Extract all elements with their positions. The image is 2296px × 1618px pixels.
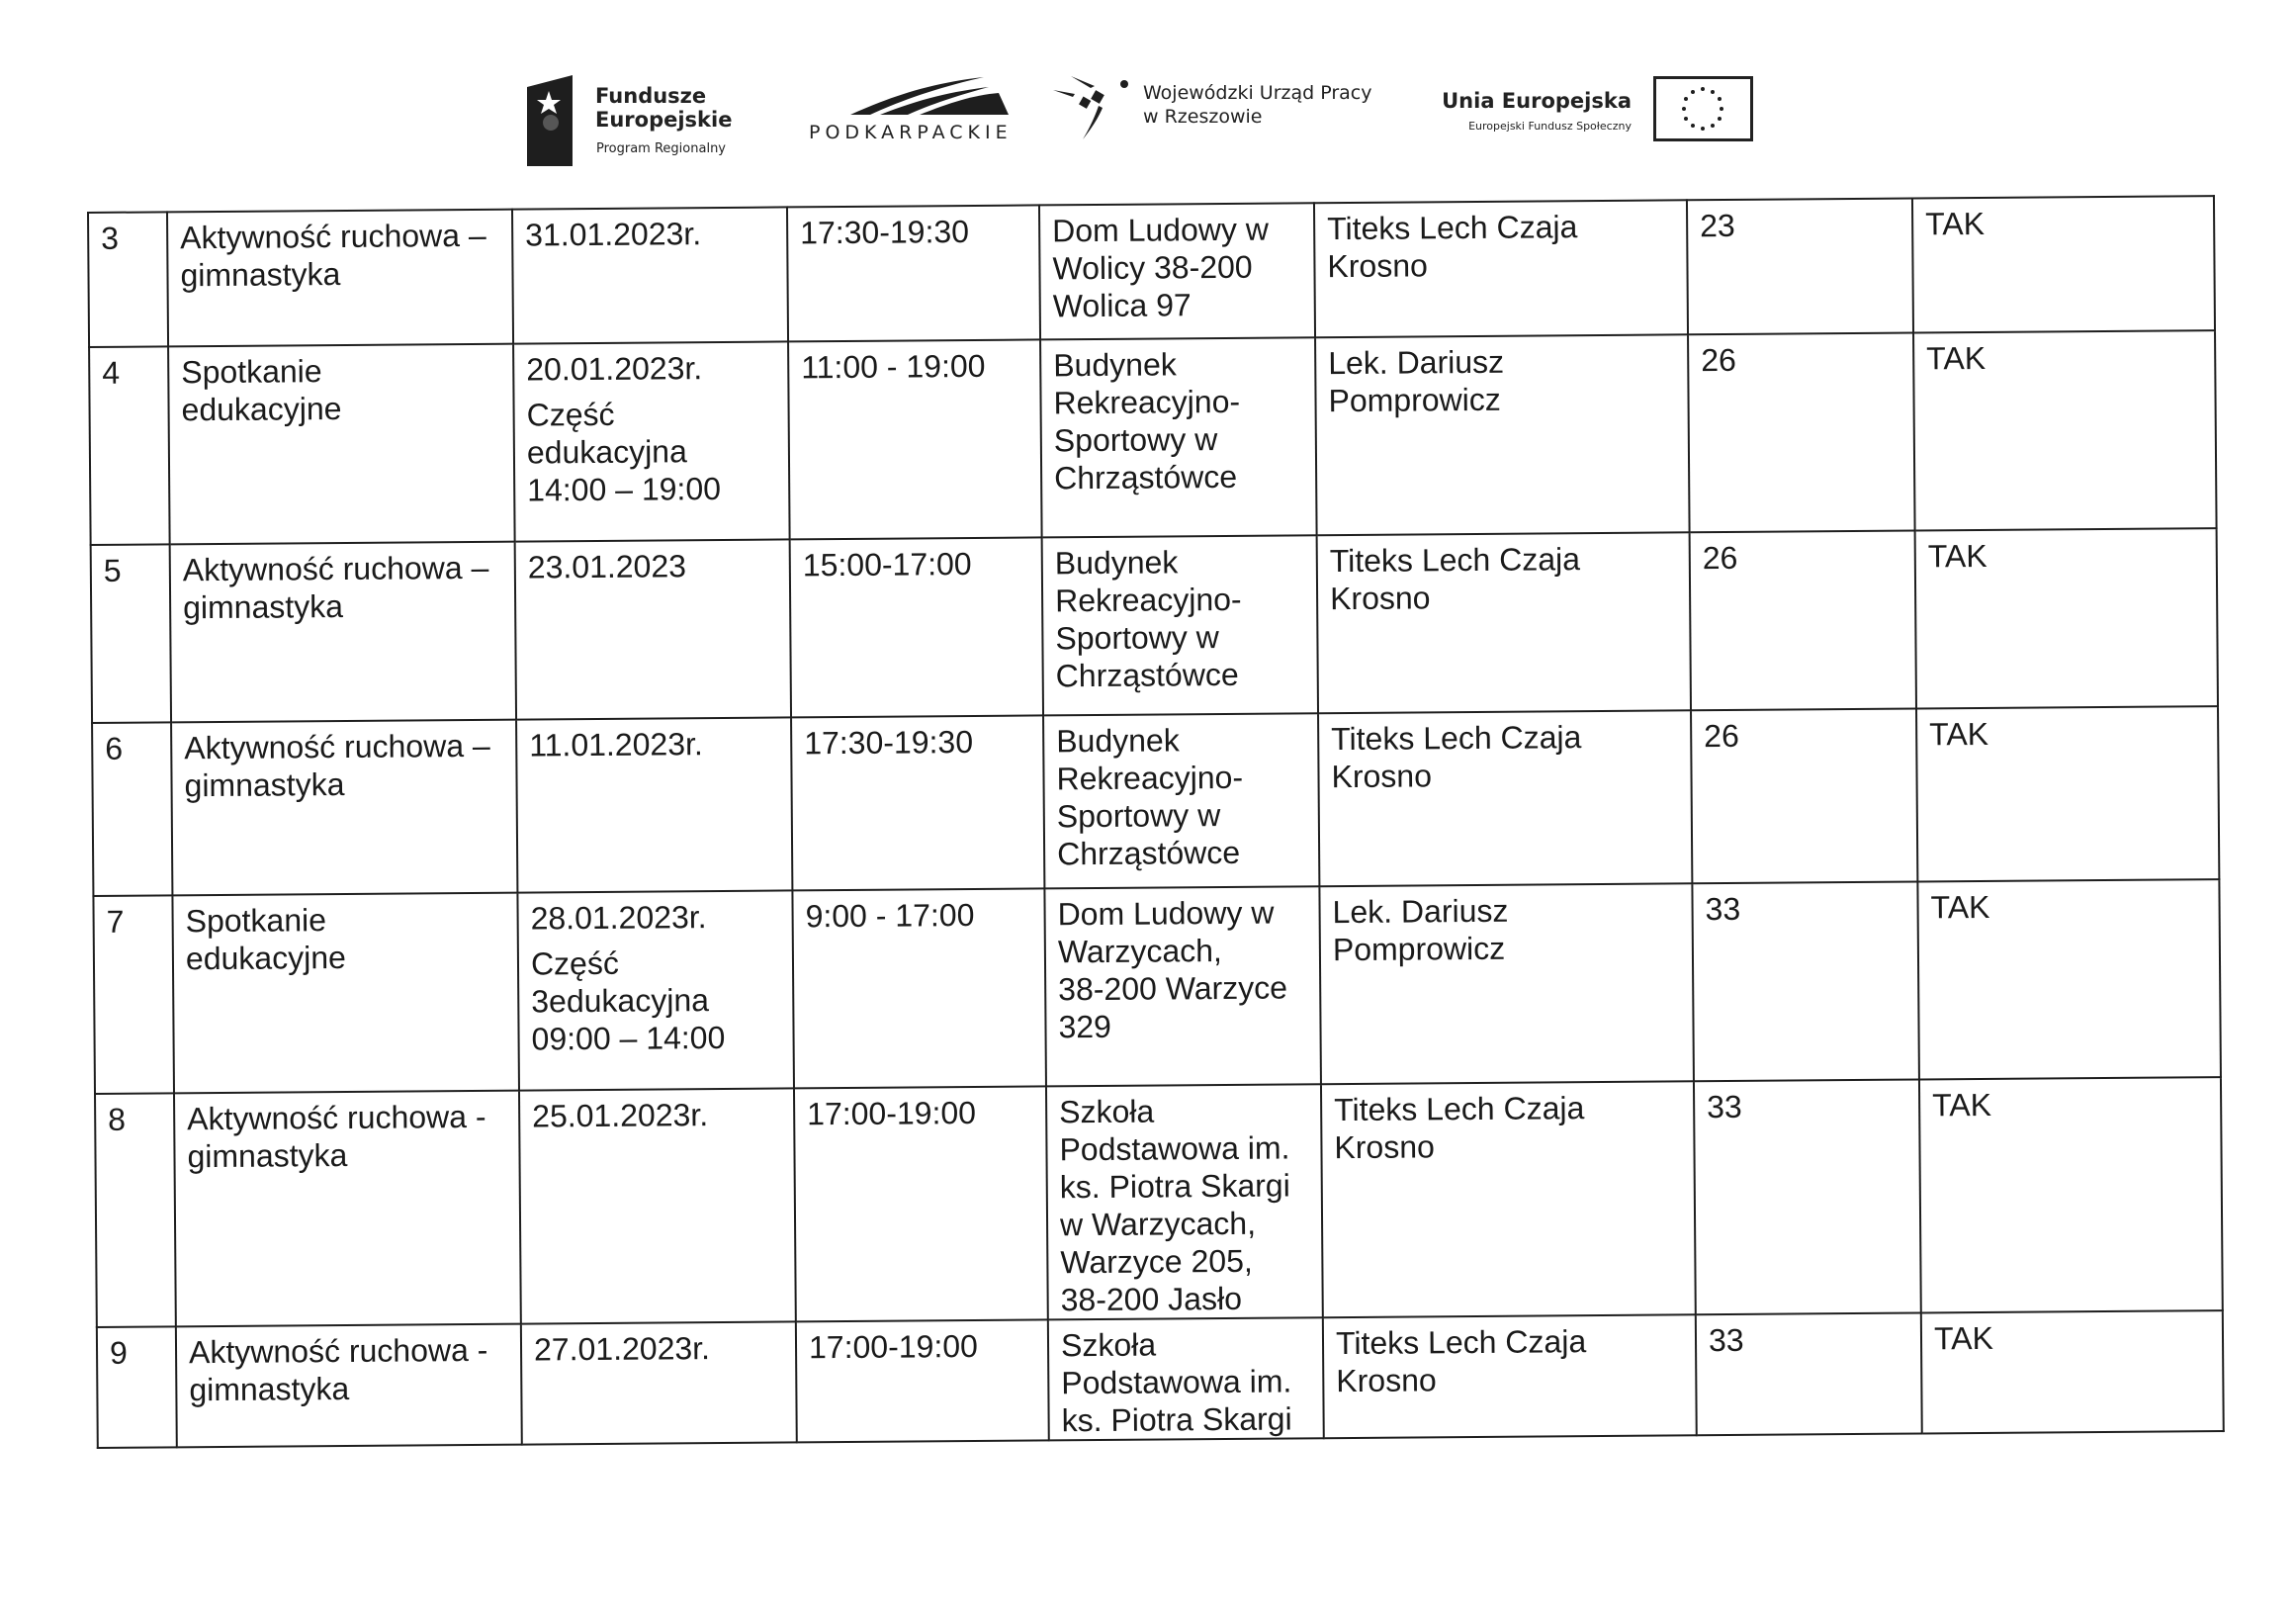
activity-cell (172, 893, 519, 1094)
table-row (93, 879, 2221, 1094)
status-value: TAK (1925, 205, 1986, 242)
provider-line: Titeks Lech Czaja (1329, 541, 1581, 580)
place-line: Podstawowa im. (1061, 1363, 1292, 1401)
table-row (95, 1077, 2223, 1327)
status-cell (1917, 879, 2221, 1079)
participants-count-cell (1692, 881, 1919, 1081)
provider-line: Pomprowicz (1328, 381, 1501, 419)
table-row (88, 196, 2215, 347)
fe-title-line2: Europejskie (595, 108, 733, 132)
participants-count: 26 (1701, 341, 1736, 379)
date-line: 25.01.2023r. (532, 1097, 709, 1134)
activities-table (87, 195, 2225, 1449)
time-cell (794, 1086, 1048, 1321)
place-cell (1044, 886, 1321, 1086)
date-extra-line: edukacyjna (526, 433, 687, 471)
date-line: 31.01.2023r. (525, 216, 702, 253)
place-line: Chrząstówce (1055, 656, 1239, 694)
wup-name-line1: Wojewódzki Urząd Pracy (1143, 82, 1372, 104)
date-cell (517, 890, 794, 1090)
participants-count: 33 (1707, 1088, 1742, 1125)
participants-count: 33 (1705, 890, 1741, 928)
time-cell (791, 715, 1044, 890)
date-cell (515, 539, 791, 719)
table-body (88, 196, 2224, 1448)
row-number: 5 (103, 552, 122, 588)
provider-line: Krosno (1336, 1362, 1437, 1399)
row-number: 9 (109, 1334, 129, 1371)
activity-cell (167, 210, 513, 347)
provider-line: Titeks Lech Czaja (1327, 209, 1578, 247)
date-line: 27.01.2023r. (533, 1330, 711, 1368)
place-line: 329 (1058, 1008, 1112, 1045)
participants-count: 26 (1702, 539, 1738, 577)
fe-title-line1: Fundusze (595, 84, 707, 108)
place-line: Budynek (1053, 346, 1177, 384)
activity-line: gimnastyka (180, 255, 341, 294)
participants-count-cell (1696, 1312, 1922, 1435)
date-cell (516, 717, 792, 892)
date-cell (512, 207, 788, 343)
time-cell (796, 1319, 1049, 1442)
participants-count-cell (1687, 199, 1913, 335)
place-line: w Warzycach, (1059, 1205, 1257, 1243)
date-extra-line: 09:00 – 14:00 (531, 1019, 726, 1057)
place-line: Szkoła (1060, 1326, 1157, 1364)
activity-line: gimnastyka (183, 587, 344, 626)
date-line: 28.01.2023r. (530, 899, 707, 937)
table-row (92, 706, 2219, 896)
time-value: 15:00-17:00 (802, 545, 972, 584)
date-extra-line: 14:00 – 19:00 (527, 470, 722, 508)
wup-name-line2: w Rzeszowie (1143, 106, 1263, 128)
activity-cell (174, 1091, 521, 1327)
provider-cell (1317, 532, 1691, 713)
status-value: TAK (1930, 888, 1990, 926)
status-cell (1915, 528, 2218, 708)
activity-line: edukacyjne (185, 939, 346, 977)
podkarpackie-swoosh-icon (850, 77, 1018, 117)
activity-line: Aktywność ruchowa – (182, 549, 489, 588)
participants-count: 23 (1700, 207, 1735, 244)
participants-count-cell (1688, 332, 1915, 532)
place-line: Sportowy w (1056, 797, 1221, 835)
place-line: Chrząstówce (1056, 834, 1241, 872)
place-cell (1043, 713, 1319, 888)
date-extra-line: Część (530, 944, 620, 982)
status-cell (1921, 1310, 2224, 1433)
activity-line: gimnastyka (184, 765, 345, 804)
activity-line: Aktywność ruchowa – (184, 727, 490, 766)
participants-count: 33 (1708, 1321, 1744, 1359)
activity-cell (168, 344, 515, 545)
place-line: Wolicy 38-200 (1052, 248, 1253, 287)
participants-count-cell (1691, 708, 1917, 883)
status-cell (1916, 706, 2219, 881)
row-number-cell (93, 895, 174, 1094)
table-row (91, 528, 2218, 723)
activity-line: Spotkanie (185, 902, 327, 940)
table-row (89, 330, 2217, 545)
activity-cell (170, 542, 516, 723)
status-cell (1912, 196, 2215, 332)
place-line: Chrząstówce (1054, 458, 1238, 496)
place-cell (1046, 1084, 1323, 1319)
place-cell (1048, 1317, 1324, 1440)
place-line: Dom Ludowy w (1057, 894, 1275, 933)
status-value: TAK (1932, 1086, 1992, 1124)
place-line: Sportowy w (1053, 421, 1218, 459)
provider-line: Krosno (1327, 247, 1429, 285)
place-line: Dom Ludowy w (1052, 211, 1270, 249)
row-number-cell (95, 1093, 176, 1327)
status-value: TAK (1929, 715, 1989, 753)
date-cell (521, 1321, 797, 1444)
time-value: 17:00-19:00 (807, 1094, 977, 1132)
provider-line: Pomprowicz (1332, 930, 1506, 968)
activity-line: Aktywność ruchowa – (180, 217, 486, 256)
place-cell (1039, 203, 1315, 339)
time-cell (792, 888, 1046, 1088)
participants-count-cell (1694, 1079, 1921, 1314)
activity-line: Aktywność ruchowa - (188, 1331, 488, 1371)
date-line: 20.01.2023r. (526, 350, 703, 388)
provider-line: Krosno (1331, 758, 1433, 795)
activity-cell (171, 720, 517, 896)
row-number-cell (92, 722, 172, 896)
provider-line: Titeks Lech Czaja (1334, 1090, 1585, 1128)
provider-cell (1321, 1081, 1696, 1317)
place-line: Warzyce 205, (1060, 1242, 1253, 1281)
provider-cell (1315, 334, 1690, 535)
provider-line: Titeks Lech Czaja (1331, 719, 1582, 758)
participants-count: 26 (1704, 717, 1739, 755)
row-number-cell (89, 346, 170, 545)
time-value: 17:30-19:30 (804, 723, 974, 762)
row-number: 6 (105, 730, 124, 766)
place-line: Rekreacyjno- (1056, 759, 1244, 797)
place-line: Szkoła (1059, 1093, 1155, 1130)
place-cell (1040, 337, 1317, 537)
row-number: 8 (108, 1101, 127, 1137)
row-number: 7 (106, 903, 125, 940)
status-value: TAK (1926, 339, 1987, 377)
place-line: ks. Piotra Skargi (1061, 1400, 1292, 1439)
status-cell (1919, 1077, 2223, 1312)
date-extra-line: Część (526, 396, 615, 433)
time-cell (790, 537, 1043, 717)
status-cell (1913, 330, 2217, 530)
row-number: 4 (102, 354, 121, 391)
eu-title: Unia Europejska (1442, 89, 1632, 113)
activity-line: gimnastyka (189, 1370, 350, 1408)
table-row (97, 1310, 2224, 1448)
activity-line: Aktywność ruchowa - (187, 1098, 486, 1137)
row-number: 3 (101, 220, 120, 256)
place-line: 38-200 Warzyce (1058, 969, 1288, 1008)
date-extra-line: 3edukacyjna (531, 982, 710, 1020)
provider-line: Lek. Dariusz (1328, 343, 1505, 382)
provider-cell (1314, 200, 1688, 337)
time-cell (788, 339, 1042, 539)
activity-cell (176, 1324, 522, 1448)
time-cell (787, 205, 1040, 341)
date-line: 11.01.2023r. (529, 726, 703, 764)
participants-count-cell (1690, 530, 1916, 710)
place-cell (1042, 535, 1318, 715)
activity-line: Spotkanie (181, 353, 322, 391)
time-value: 11:00 - 19:00 (801, 347, 986, 386)
provider-line: Lek. Dariusz (1332, 892, 1509, 931)
eu-flag-icon (1653, 76, 1753, 141)
fundusze-europejskie-emblem-icon (527, 75, 574, 166)
time-value: 9:00 - 17:00 (805, 896, 975, 935)
time-value: 17:30-19:30 (800, 213, 970, 251)
place-line: Sportowy w (1055, 619, 1219, 657)
place-line: Wolica 97 (1052, 287, 1192, 324)
place-line: ks. Piotra Skargi (1059, 1167, 1290, 1206)
activity-line: edukacyjne (181, 390, 342, 428)
status-value: TAK (1933, 1319, 1994, 1357)
status-value: TAK (1927, 537, 1987, 575)
wup-name (1143, 81, 1372, 129)
place-line: 38-200 Jasło (1060, 1280, 1243, 1318)
provider-cell (1323, 1314, 1697, 1438)
place-line: Podstawowa im. (1059, 1129, 1290, 1168)
wup-bird-icon (1053, 74, 1130, 141)
activity-line: gimnastyka (187, 1136, 348, 1175)
place-line: Budynek (1056, 722, 1180, 760)
date-cell (519, 1088, 796, 1323)
provider-line: Titeks Lech Czaja (1335, 1323, 1587, 1362)
date-line: 23.01.2023 (527, 548, 687, 585)
provider-cell (1319, 883, 1694, 1084)
time-value: 17:00-19:00 (808, 1327, 978, 1366)
eu-subtitle: Europejski Fundusz Społeczny (1468, 120, 1632, 133)
place-line: Rekreacyjno- (1053, 383, 1241, 421)
place-line: Warzycach, (1057, 933, 1222, 970)
provider-line: Krosno (1334, 1128, 1435, 1166)
row-number-cell (88, 212, 168, 347)
fe-subtitle: Program Regionalny (596, 141, 726, 156)
place-line: Budynek (1054, 544, 1179, 582)
provider-cell (1318, 710, 1692, 886)
place-line: Rekreacyjno- (1054, 581, 1242, 619)
row-number-cell (91, 544, 171, 723)
podkarpackie-text: PODKARPACKIE (809, 122, 1013, 143)
provider-line: Krosno (1329, 580, 1431, 617)
date-cell (513, 341, 790, 541)
row-number-cell (97, 1326, 177, 1448)
